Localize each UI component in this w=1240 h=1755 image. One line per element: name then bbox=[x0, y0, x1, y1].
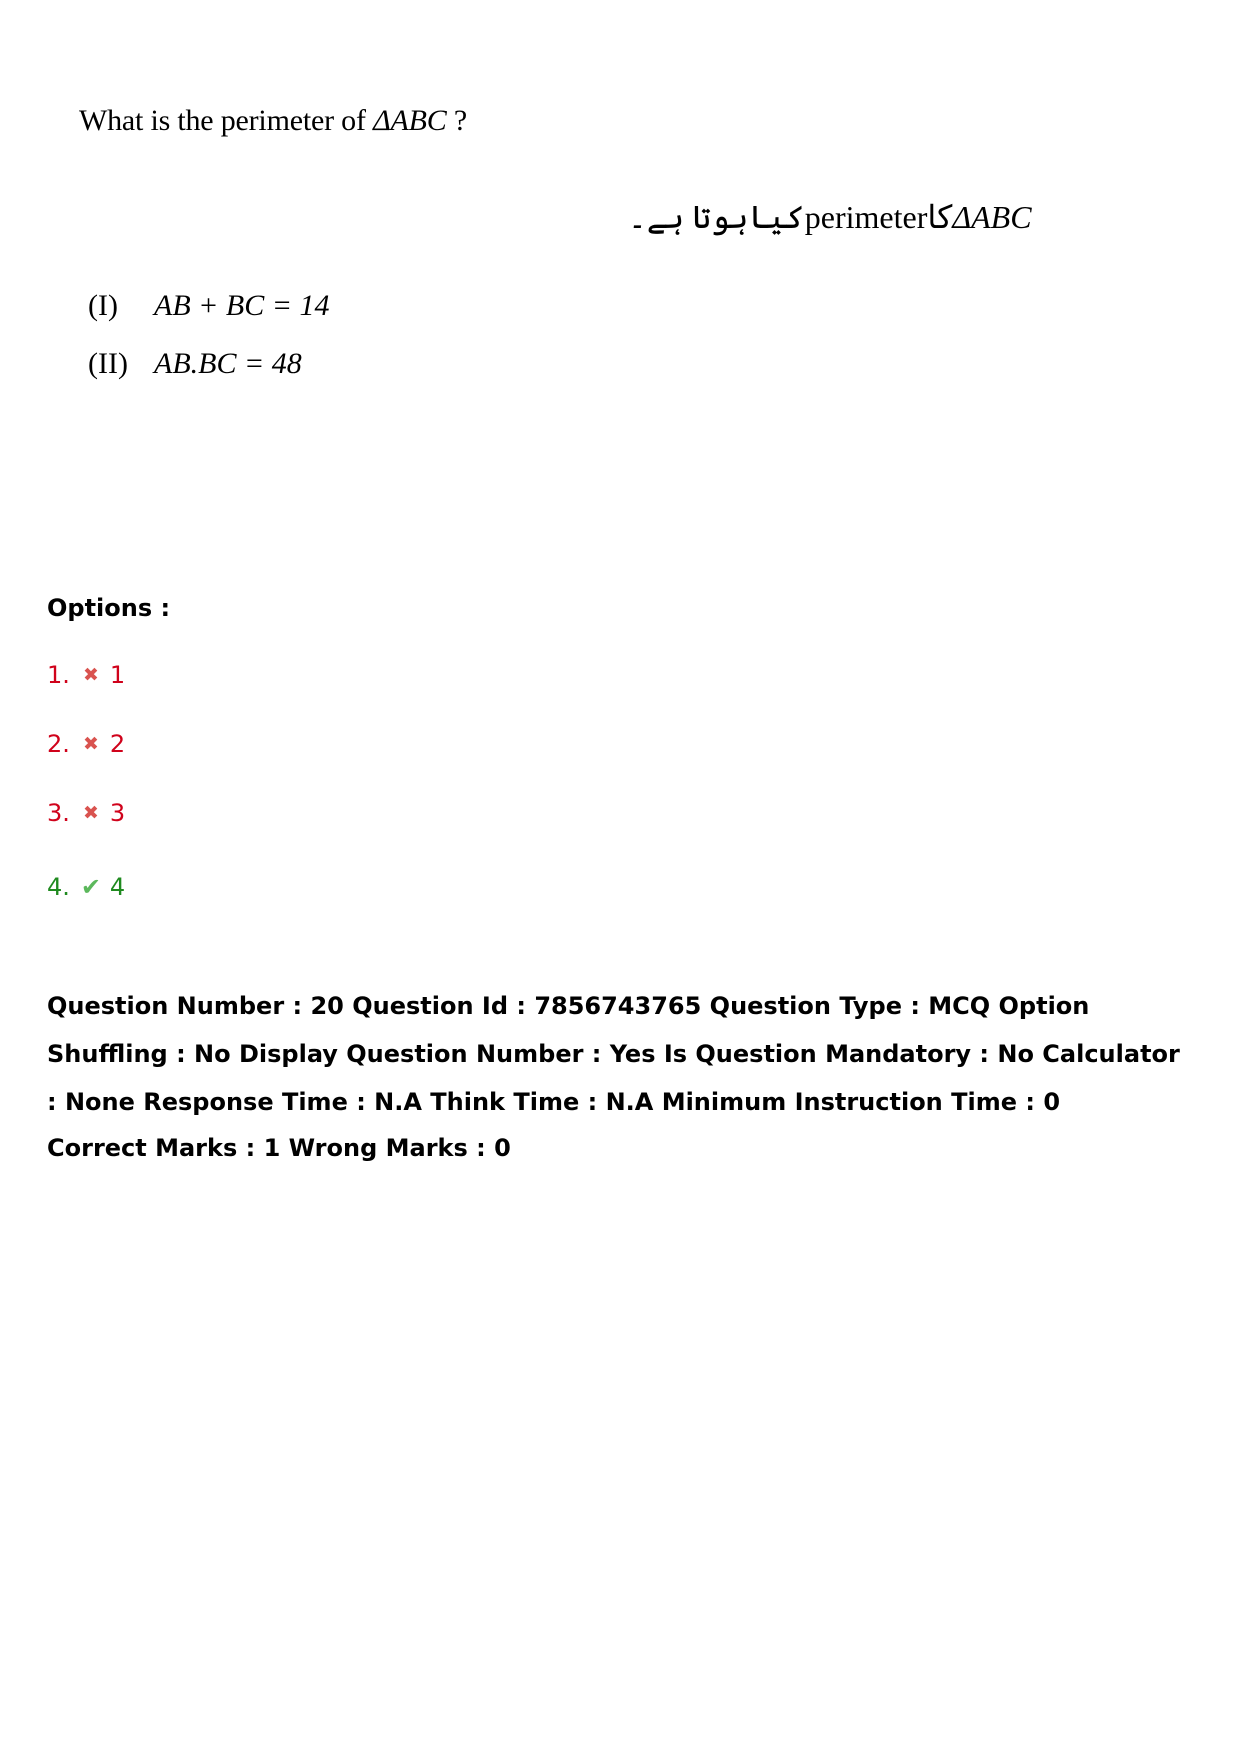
question-metadata: Question Number : 20 Question Id : 7856743765 Question Type : MCQ Option Shuffling : No Display Question Number : Yes Is Question Mandatory : No Calculator : None Response Time : N.A Think Time : N.A Minimum Instruction Time : 0 bbox=[47, 992, 1180, 1116]
option-text: 2 bbox=[109, 730, 126, 758]
marks-info: Correct Marks : 1 Wrong Marks : 0 bbox=[47, 1134, 511, 1162]
cross-icon: ✖ bbox=[82, 802, 99, 824]
statement-1 bbox=[88, 288, 329, 323]
question-prefix: What is the perimeter of bbox=[79, 104, 374, 137]
option-text: 4 bbox=[109, 873, 126, 901]
option-number: 3. bbox=[47, 799, 70, 827]
option-number: 4. bbox=[47, 873, 70, 901]
question-suffix: ? bbox=[446, 104, 467, 137]
option-text: 3 bbox=[109, 799, 126, 827]
statement-label: (I) bbox=[88, 289, 118, 322]
option-number: 2. bbox=[47, 730, 70, 758]
statement-expr: AB + BC = 14 bbox=[154, 289, 330, 322]
check-icon: ✔ bbox=[80, 873, 101, 901]
options-heading: Options : bbox=[47, 594, 171, 622]
option-3 bbox=[47, 799, 125, 827]
option-number: 1. bbox=[47, 661, 70, 689]
option-1 bbox=[47, 661, 125, 689]
urdu-mid: کا bbox=[927, 199, 953, 235]
option-4 bbox=[47, 873, 125, 901]
question-text-urdu bbox=[628, 198, 1032, 236]
urdu-word: perimeter bbox=[804, 199, 928, 235]
cross-icon: ✖ bbox=[82, 664, 99, 686]
statement-label: (II) bbox=[88, 347, 128, 380]
urdu-prefix: کیاہوتا ہے۔ bbox=[628, 199, 805, 235]
cross-icon: ✖ bbox=[82, 733, 99, 755]
question-text-english bbox=[79, 104, 467, 138]
statement-expr: AB.BC = 48 bbox=[154, 347, 302, 380]
question-math: ΔABC bbox=[373, 104, 447, 137]
option-2 bbox=[47, 730, 125, 758]
urdu-math: ΔABC bbox=[952, 199, 1032, 235]
statement-2 bbox=[88, 346, 302, 381]
option-text: 1 bbox=[109, 661, 126, 689]
